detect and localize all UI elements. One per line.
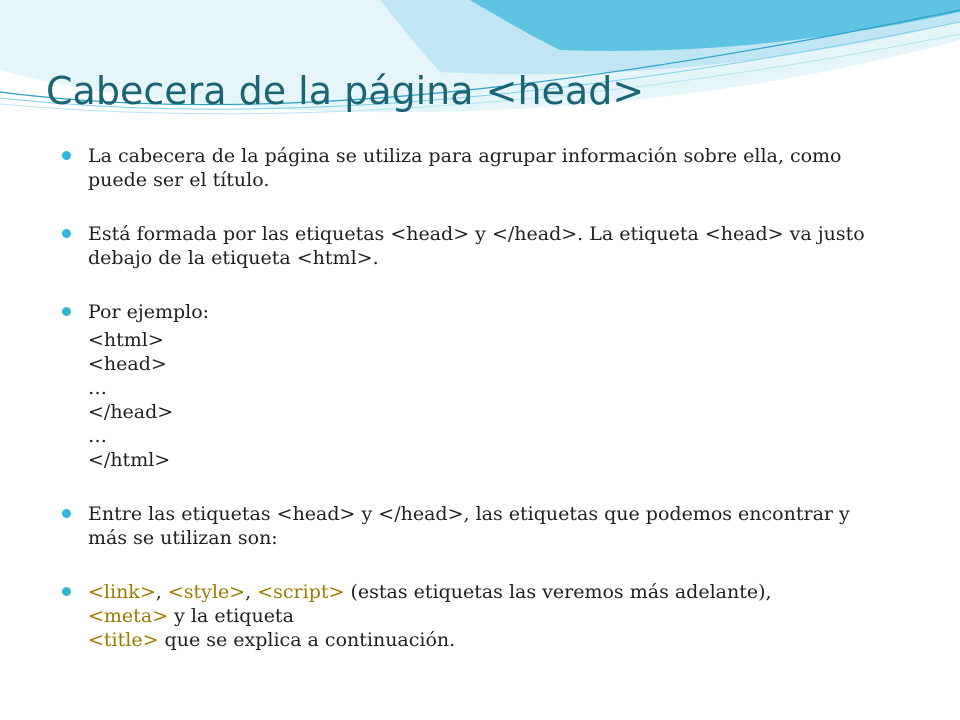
bullet-text-line bbox=[88, 604, 902, 628]
bullet-dot-icon bbox=[62, 307, 71, 316]
tag-link: <link> bbox=[88, 581, 156, 603]
bullet-text: y la etiqueta bbox=[168, 605, 294, 627]
bullet-text-line: debajo de la etiqueta <html>. bbox=[88, 247, 379, 269]
bullet-item bbox=[62, 580, 902, 652]
bullet-text-line: La cabecera de la página se utiliza para agrupar información sobre ella, como bbox=[88, 145, 842, 167]
bullet-dot-icon bbox=[62, 509, 71, 518]
bullet-dot-icon bbox=[62, 229, 71, 238]
bullet-text-line: más se utilizan son: bbox=[88, 527, 278, 549]
bullet-text: (estas etiquetas las veremos más adelante), bbox=[344, 581, 772, 603]
slide-title: Cabecera de la página <head> bbox=[46, 69, 645, 113]
code-line: … bbox=[88, 425, 107, 447]
bullet-dot-icon bbox=[62, 587, 71, 596]
code-line: <head> bbox=[88, 353, 167, 375]
code-line: </html> bbox=[88, 449, 171, 471]
separator: , bbox=[245, 581, 258, 603]
tag-script: <script> bbox=[257, 581, 345, 603]
bullet-item bbox=[62, 502, 902, 550]
tag-title: <title> bbox=[88, 629, 159, 651]
bullet-text-line: Por ejemplo: bbox=[88, 301, 210, 323]
separator: , bbox=[155, 581, 168, 603]
tag-style: <style> bbox=[167, 581, 246, 603]
slide-content bbox=[62, 144, 902, 652]
bullet-text-line bbox=[88, 628, 902, 652]
bullet-text-line bbox=[88, 580, 902, 604]
bullet-text-line: puede ser el título. bbox=[88, 169, 270, 191]
code-line: </head> bbox=[88, 401, 174, 423]
bullet-item bbox=[62, 300, 902, 324]
code-example bbox=[62, 328, 902, 472]
code-line: … bbox=[88, 377, 107, 399]
bullet-text: que se explica a continuación. bbox=[158, 629, 456, 651]
bullet-text-line: Está formada por las etiquetas <head> y </head>. La etiqueta <head> va justo bbox=[88, 223, 865, 245]
bullet-item bbox=[62, 144, 902, 192]
bullet-dot-icon bbox=[62, 151, 71, 160]
code-line: <html> bbox=[88, 329, 164, 351]
bullet-text-line: Entre las etiquetas <head> y </head>, las etiquetas que podemos encontrar y bbox=[88, 503, 850, 525]
tag-meta: <meta> bbox=[88, 605, 169, 627]
bullet-item bbox=[62, 222, 902, 270]
